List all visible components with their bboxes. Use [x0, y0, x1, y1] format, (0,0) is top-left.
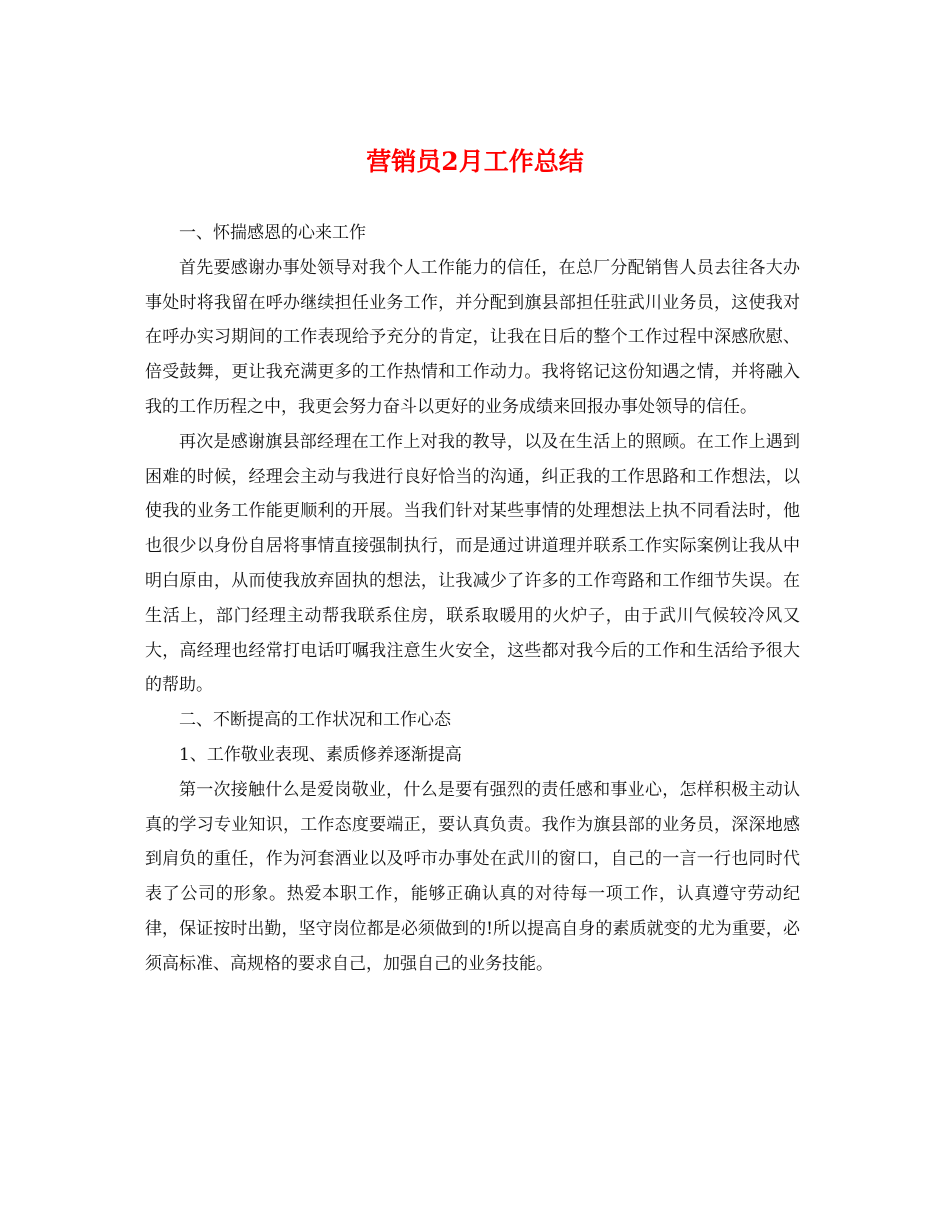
section-heading: 一、怀揣感恩的心来工作: [179, 223, 366, 243]
body-paragraph: 再次是感谢旗县部经理在工作上对我的教导，以及在生活上的照顾。在工作上遇到困难的时候，经理会主动与我进行良好恰当的沟通，纠正我的工作思路和工作想法，以使我的业务工作能更顺利的开展。当我们针对某些事情的处理想法上执不同看法时，他也很少以身份自居将事情直接强制执行，而是通过讲道理并联系工作实际案例让我从中明白原由，从而使我放弃固执的想法，让我减少了许多的工作弯路和工作细节失误。在生活上，部门经理主动帮我联系住房，联系取暖用的火炉子，由于武川气候较冷风又大，高经理也经常打电话叮嘱我注意生火安全，这些都对我今后的工作和生活给予很大的帮助。: [145, 431, 800, 696]
body-paragraph: 第一次接触什么是爱岗敬业，什么是要有强烈的责任感和事业心，怎样积极主动认真的学习专业知识，工作态度要端正，要认真负责。我作为旗县部的业务员，深深地感到肩负的重任，作为河套酒业以及呼市办事处在武川的窗口，自己的一言一行也同时代表了公司的形象。热爱本职工作，能够正确认真的对待每一项工作，认真遵守劳动纪律，保证按时出勤，坚守岗位都是必须做到的!所以提高自身的素质就变的尤为重要，必须高标准、高规格的要求自己，加强自己的业务技能。: [145, 779, 800, 974]
section-heading: 二、不断提高的工作状况和工作心态: [179, 710, 451, 731]
subsection-heading: 1、工作敬业表现、素质修养逐渐提高: [179, 744, 462, 765]
body-paragraph: 首先要感谢办事处领导对我个人工作能力的信任，在总厂分配销售人员去往各大办事处时将我留在呼办继续担任业务工作，并分配到旗县部担任驻武川业务员，这使我对在呼办实习期间的工作表现给予充分的肯定，让我在日后的整个工作过程中深感欣慰、倍受鼓舞，更让我充满更多的工作热情和工作动力。我将铭记这份知遇之情，并将融入我的工作历程之中，我更会努力奋斗以更好的业务成绩来回报办事处领导的信任。: [145, 257, 800, 417]
document-body: [145, 216, 800, 982]
document-title: 营销员2月工作总结: [366, 147, 584, 176]
